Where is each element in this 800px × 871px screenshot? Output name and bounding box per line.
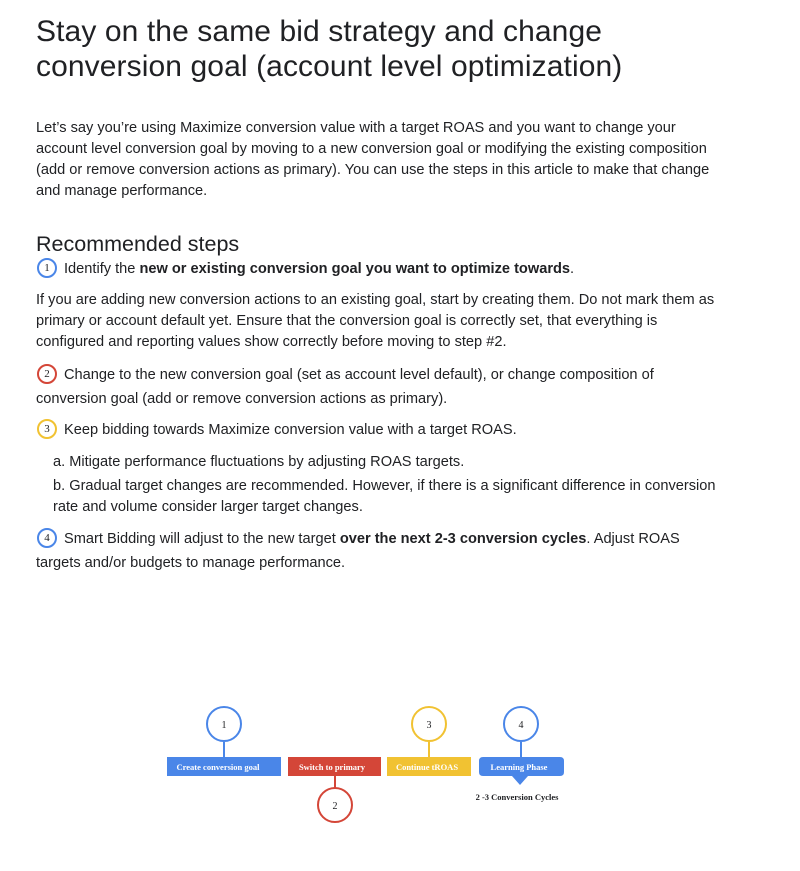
section-heading: Recommended steps (36, 232, 240, 256)
step-number-badge: 1 (37, 258, 57, 278)
stage-1-number: 1 (221, 720, 227, 731)
step-4-text-end: . Adjust ROAS targets and/or budgets to manage performance. (36, 531, 680, 571)
stage-2-number: 2 (332, 801, 338, 812)
step-4-bold-text: over the next 2-3 conversion cycles (339, 531, 587, 547)
stage-2 (288, 757, 381, 822)
step-1-text: Identify the (64, 261, 140, 277)
step-1-text-end: . (570, 261, 575, 277)
step-3-subitem-a: a. Mitigate performance fluctuations by adjusting ROAS targets. (53, 454, 465, 470)
stage-1-label: Create conversion goal (176, 762, 260, 772)
step-2-text: Change to the new conversion goal (set as account level default), or change composition of conversion goal (add or remove conversion actions as primary). (36, 367, 654, 407)
step-number-badge: 3 (37, 419, 57, 439)
stage-3-number: 3 (426, 720, 432, 731)
stage-1 (167, 707, 281, 776)
step-4-text: Smart Bidding will adjust to the new target (64, 531, 340, 547)
stage-2-label: Switch to primary (298, 762, 366, 772)
intro-paragraph: Let’s say you’re using Maximize conversion value with a target ROAS and you want to change your account level conversion goal by moving to a new conversion goal or modifying the existing composition (add or remove conversion actions as primary). You can use the steps in this article to make that change and manage performance. (36, 120, 710, 199)
step-1-detail: If you are adding new conversion actions to an existing goal, start by creating them. Do not mark them as primary or account default yet. Ensure that the conversion goal is correctly set, that everything is configured and reporting values show correctly before moving to step #2. (36, 292, 715, 350)
step-number-badge: 2 (37, 364, 57, 384)
stage-4 (476, 707, 564, 802)
stage-4-number: 4 (518, 720, 524, 731)
step-3-text: Keep bidding towards Maximize conversion value with a target ROAS. (64, 422, 517, 438)
stage-4-label: Learning Phase (490, 762, 548, 772)
step-1-bold-text: new or existing conversion goal you want to optimize towards (139, 261, 571, 277)
step-number-badge: 4 (37, 528, 57, 548)
stage-3 (387, 707, 471, 776)
stage-3-label: Continue tROAS (395, 762, 459, 772)
step-3-subitem-b: b. Gradual target changes are recommended. However, if there is a significant difference in conversion rate and volume consider larger target changes. (53, 478, 716, 515)
conversion-cycles-caption: 2 -3 Conversion Cycles (475, 792, 559, 802)
page-title: Stay on the same bid strategy and change conversion goal (account level optimization) (36, 15, 623, 83)
